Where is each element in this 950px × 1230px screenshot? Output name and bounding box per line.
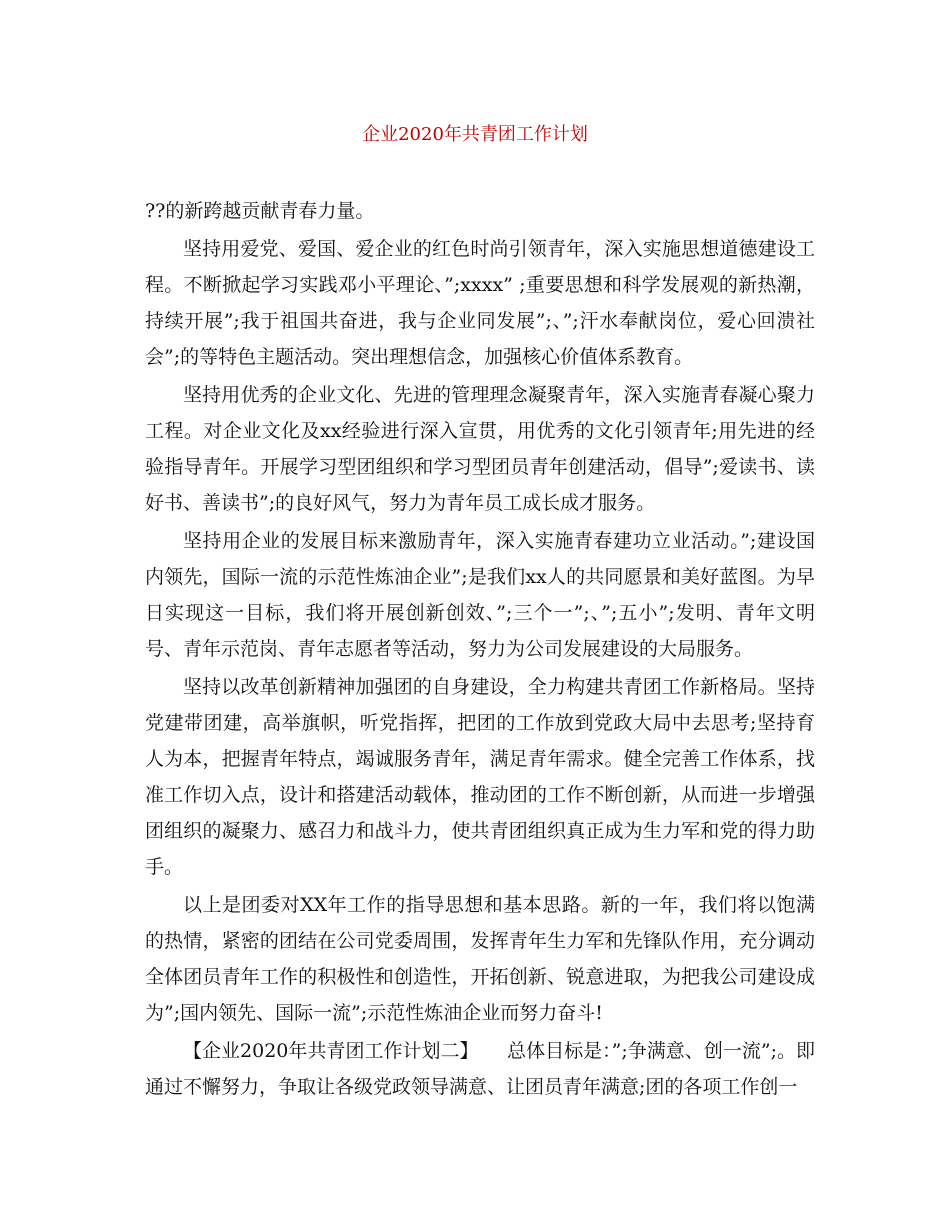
paragraph-culture: 坚持用优秀的企业文化、先进的管理理念凝聚青年，深入实施青春凝心聚力工程。对企业文化及xx经验进行深入宣贯，用优秀的文化引领青年;用先进的经验指导青年。开展学习型团组织和学习型团员青年创建活动，倡导”;爱读书、读好书、善读书”;的良好风气，努力为青年员工成长成才服务。 (145, 384, 815, 514)
paragraph-plan-two: 【企业2020年共青团工作计划二】 总体目标是：”;争满意、创一流”;。即通过不懈努力，争取让各级党政领导满意、让团员青年满意;团的各项工作创一 (145, 1040, 815, 1098)
paragraph-reform: 坚持以改革创新精神加强团的自身建设，全力构建共青团工作新格局。坚持党建带团建，高举旗帜，听党指挥，把团的工作放到党政大局中去思考;坚持育人为本，把握青年特点，竭诚服务青年，满足青年需求。健全完善工作体系，找准工作切入点，设计和搭建活动载体，推动团的工作不断创新，从而进一步增强团组织的凝聚力、感召力和战斗力，使共青团组织真正成为生力军和党的得力助手。 (145, 676, 815, 878)
paragraph-continuation: ??的新跨越贡献青春力量。 (145, 200, 375, 222)
document-title: 企业2020年共青团工作计划 (362, 124, 588, 145)
paragraph-ideology: 坚持用爱党、爱国、爱企业的红色时尚引领青年，深入实施思想道德建设工程。不断掀起学习实践邓小平理论、”;xxxx” ;重要思想和科学发展观的新热潮，持续开展”;我于祖国共奋进，我与企业同发展”;、”;汗水奉献岗位，爱心回溃社会”;的等特色主题活动。突出理想信念，加强核心价值体系教育。 (145, 238, 815, 368)
document-body (145, 193, 815, 1107)
paragraph-summary: 以上是团委对XX年工作的指导思想和基本思路。新的一年，我们将以饱满的热情，紧密的团结在公司党委周围，发挥青年生力军和先锋队作用，充分调动全体团员青年工作的积极性和创造性，开拓创新、锐意进取，为把我公司建设成为”;国内领先、国际一流”;示范性炼油企业而努力奋斗! (145, 894, 815, 1024)
paragraph-goals: 坚持用企业的发展目标来激励青年，深入实施青春建功立业活动。”;建设国内领先，国际一流的示范性炼油企业”;是我们xx人的共同愿景和美好蓝图。为早日实现这一目标，我们将开展创新创效、”;三个一”;、”;五小”;发明、青年文明号、青年示范岗、青年志愿者等活动，努力为公司发展建设的大局服务。 (145, 530, 815, 660)
